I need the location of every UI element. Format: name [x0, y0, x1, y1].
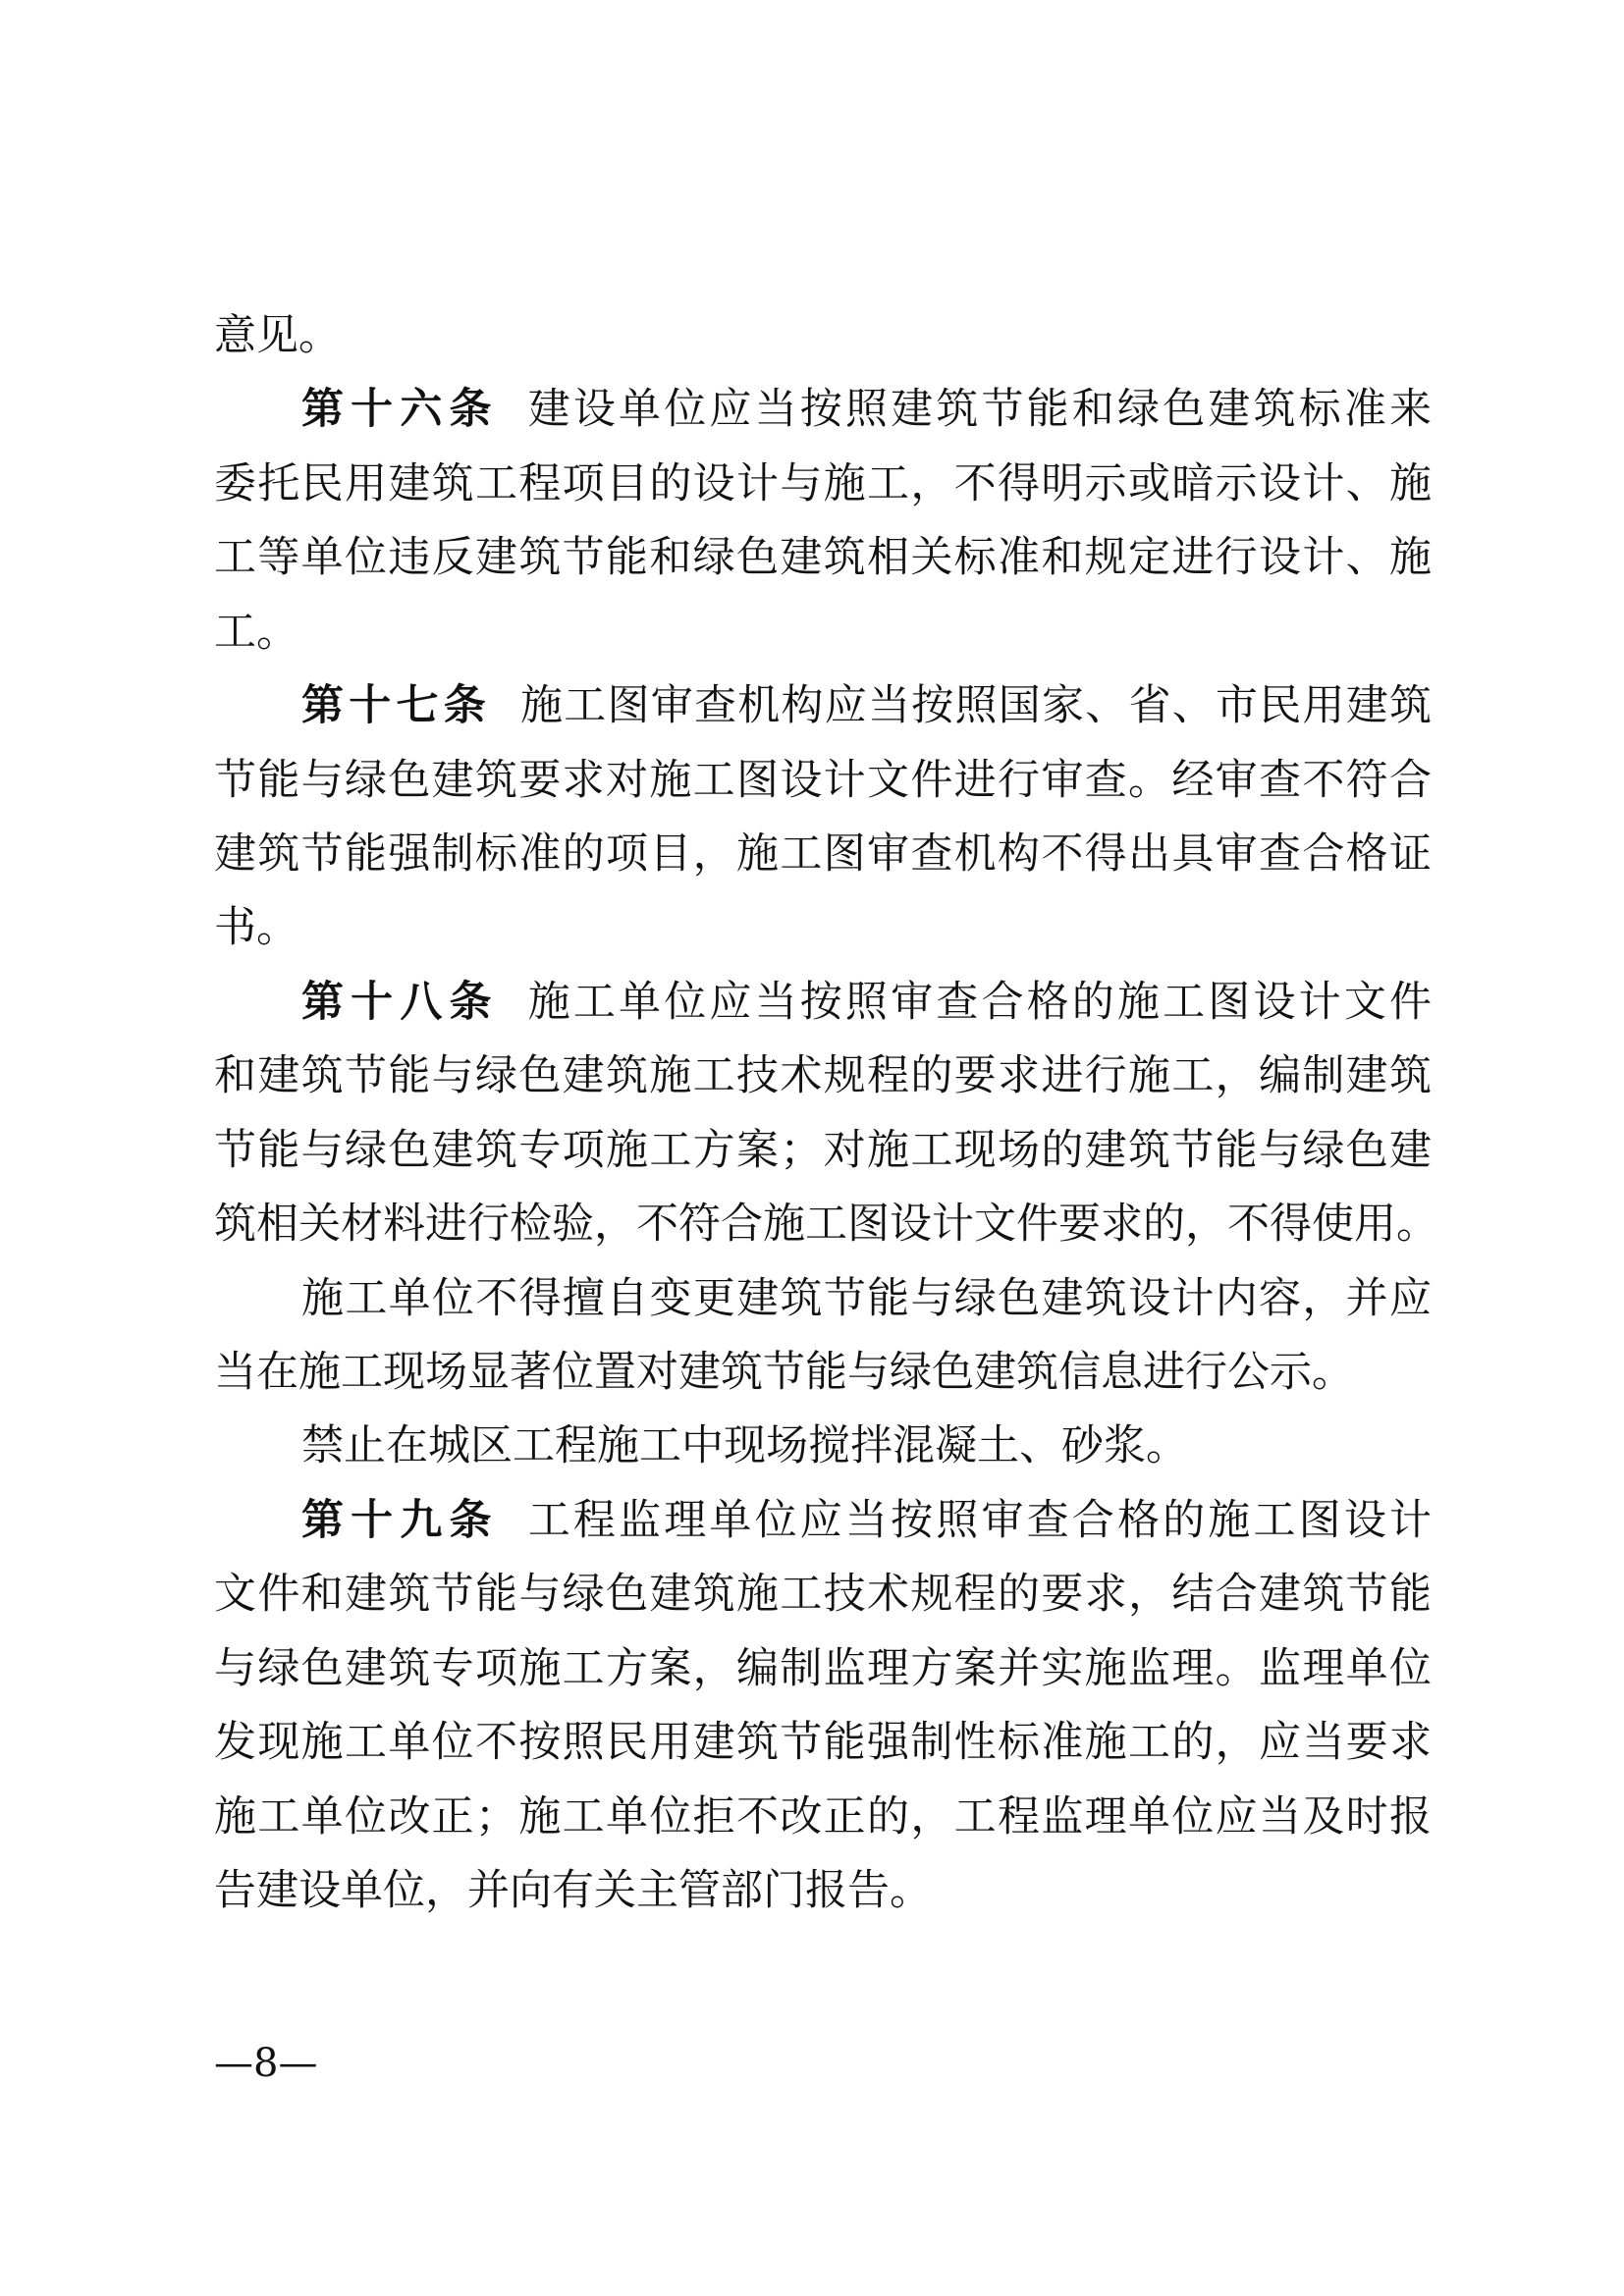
line-text: 当在施工现场显著位置对建筑节能与绿色建筑信息进行公示。: [214, 1348, 1354, 1397]
line-text: 建筑节能强制标准的项目，施工图审查机构不得出具审查合格证: [214, 829, 1432, 879]
line-text: 工。: [214, 608, 298, 657]
line-text: 书。: [214, 903, 298, 952]
paragraph-line: [301, 1416, 1432, 1475]
line-text: 筑相关材料进行检验，不符合施工图设计文件要求的，不得使用。: [214, 1200, 1438, 1249]
line-text: 和建筑节能与绿色建筑施工技术规程的要求进行施工，编制建筑: [214, 1051, 1432, 1100]
line-text: 节能与绿色建筑要求对施工图设计文件进行审查。经审查不符合: [214, 756, 1432, 805]
paragraph-line: [214, 1713, 1432, 1772]
paragraph-line: [214, 1046, 1432, 1105]
line-text: 施工单位改正；施工单位拒不改正的，工程监理单位应当及时报: [214, 1792, 1432, 1842]
article-18-heading-line: [301, 973, 1432, 1032]
paragraph-line: [214, 1861, 1432, 1920]
paragraph-line: [301, 1269, 1432, 1328]
paragraph-line: [214, 454, 1432, 513]
paragraph-line: [214, 1565, 1432, 1624]
article-number: 第十九条: [301, 1496, 499, 1545]
line-text: 施工单位应当按照审查合格的施工图设计文件: [527, 978, 1433, 1027]
page-number: —8—: [214, 2041, 318, 2086]
line-text: 文件和建筑节能与绿色建筑施工技术规程的要求，结合建筑节能: [214, 1570, 1432, 1619]
article-number: 第十七条: [301, 681, 491, 730]
line-text: 建设单位应当按照建筑节能和绿色建筑标准来: [527, 385, 1433, 434]
line-text: 施工单位不得擅自变更建筑节能与绿色建筑设计内容，并应: [301, 1274, 1432, 1323]
paragraph-line: [214, 1639, 1432, 1698]
article-19-heading-line: [301, 1491, 1432, 1550]
line-text: 与绿色建筑专项施工方案，编制监理方案并实施监理。监理单位: [214, 1644, 1432, 1693]
paragraph-line: [214, 306, 1432, 365]
line-text: 工等单位违反建筑节能和绿色建筑相关标准和规定进行设计、施: [214, 533, 1432, 582]
article-number: 第十八条: [301, 978, 499, 1027]
paragraph-line: [214, 751, 1432, 810]
paragraph-line: [214, 1195, 1438, 1254]
line-text: 告建设单位，并向有关主管部门报告。: [214, 1866, 932, 1915]
paragraph-line: [214, 528, 1432, 587]
line-text: 意见。: [214, 311, 341, 360]
paragraph-line: [214, 603, 1432, 662]
article-16-heading-line: [301, 380, 1432, 439]
line-text: 施工图审查机构应当按照国家、省、市民用建筑: [520, 681, 1432, 730]
paragraph-line: [214, 1343, 1432, 1402]
paragraph-line: [214, 1121, 1432, 1180]
line-text: 委托民用建筑工程项目的设计与施工，不得明示或暗示设计、施: [214, 459, 1432, 508]
article-17-heading-line: [301, 676, 1432, 735]
article-number: 第十六条: [301, 385, 499, 434]
line-text: 节能与绿色建筑专项施工方案；对施工现场的建筑节能与绿色建: [214, 1126, 1432, 1175]
line-text: 工程监理单位应当按照审查合格的施工图设计: [527, 1496, 1433, 1545]
line-text: 发现施工单位不按照民用建筑节能强制性标准施工的，应当要求: [214, 1718, 1432, 1767]
paragraph-line: [214, 825, 1432, 883]
paragraph-line: [214, 898, 1432, 957]
paragraph-line: [214, 1788, 1432, 1846]
line-text: 禁止在城区工程施工中现场搅拌混凝土、砂浆。: [301, 1421, 1188, 1470]
